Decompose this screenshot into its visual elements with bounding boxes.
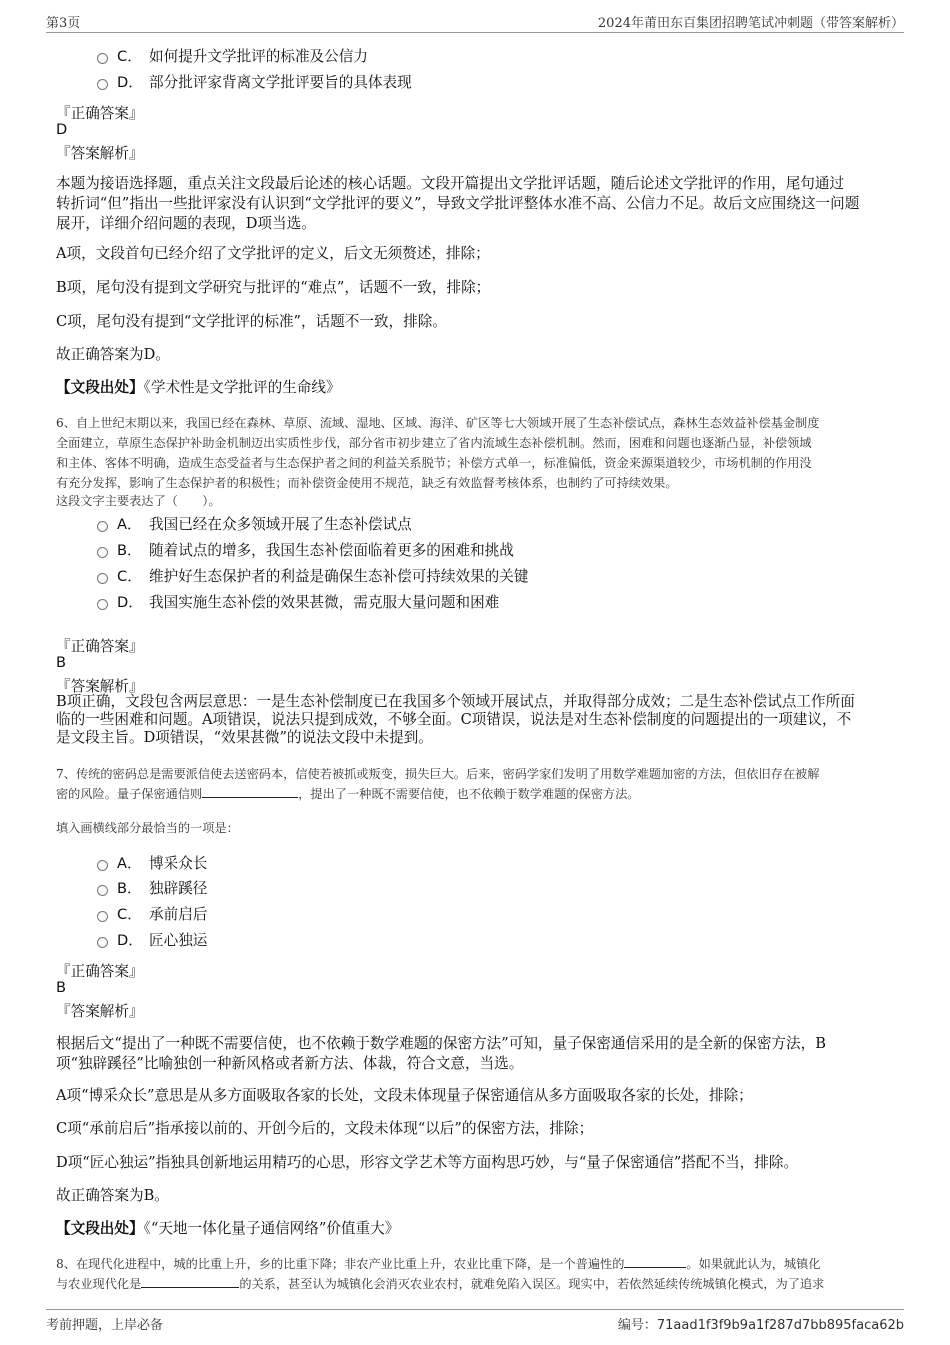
q5-option-c[interactable]: C． 如何提升文学批评的标准及公信力 (97, 47, 368, 67)
q6-analysis: B项正确，文段包含两层意思：一是生态补偿制度已在我国多个领域开展试点，并取得部分成效；二是生态补偿试点工作所面 临的一些困难和问题。A项错误，说法只提到成效，不够全面。C项错误，说法是对生态补偿制度的问题提出的一项建议，不 是文段主旨。D项错误，“效果甚微”的说法文段中未提到。 (56, 693, 855, 746)
radio-icon[interactable] (97, 937, 108, 948)
q7-prompt: 填入画横线部分最恰当的一项是： (56, 821, 239, 835)
q5-analysis: 本题为接语选择题，重点关注文段最后论述的核心话题。文段开篇提出文学批评话题，随后论述文学批评的作用，尾句通过 转折词“但”指出一些批评家没有认识到“文学批评的要义”，导致文学批评整体水准不高、公信力不足。故后文应围绕这一问题 展开，详细介绍问题的表现，D项当选。 (56, 175, 860, 232)
q5-option-c-analysis: C项，尾句没有提到“文学批评的标准”，话题不一致，排除。 (56, 313, 447, 330)
q8-fill-blank-2[interactable] (141, 1275, 239, 1288)
radio-icon[interactable] (97, 573, 108, 584)
q7-option-b[interactable]: B． 独辟蹊径 (97, 879, 207, 899)
radio-icon[interactable] (97, 860, 108, 871)
header-divider (46, 32, 904, 33)
q6-analysis-label: 『答案解析』 (56, 678, 144, 695)
q6-answer: B (56, 654, 67, 671)
q7-option-a[interactable]: A． 博采众长 (97, 854, 207, 874)
q6-answer-label: 『正确答案』 (56, 638, 144, 655)
q7-conclusion: 故正确答案为B。 (56, 1187, 169, 1204)
q5-answer-label: 『正确答案』 (56, 105, 144, 122)
document-title: 2024年莆田东百集团招聘笔试冲刺题（带答案解析） (597, 16, 904, 31)
radio-icon[interactable] (97, 521, 108, 532)
q6-option-c[interactable]: C． 维护好生态保护者的利益是确保生态补偿可持续效果的关键 (97, 567, 528, 587)
page-number: 第3页 (46, 16, 81, 31)
radio-icon[interactable] (97, 53, 108, 64)
q7-analysis: 根据后文“提出了一种既不需要信使，也不依赖于数学难题的保密方法”可知，量子保密通信采用的是全新的保密方法，B 项“独辟蹊径”比喻独创一种新风格或者新方法、体裁，符合文意，当选。 (56, 1035, 826, 1072)
q6-option-b[interactable]: B． 随着试点的增多，我国生态补偿面临着更多的困难和挑战 (97, 541, 514, 561)
q8-fill-blank-1[interactable] (624, 1255, 686, 1268)
q7-answer-label: 『正确答案』 (56, 963, 144, 980)
q6-option-a[interactable]: A． 我国已经在众多领域开展了生态补偿试点 (97, 515, 412, 535)
q5-answer: D (56, 121, 68, 138)
q5-option-d[interactable]: D． 部分批评家背离文学批评要旨的具体表现 (97, 73, 412, 93)
q7-stem: 7、传统的密码总是需要派信使去送密码本，信使若被抓或叛变，损失巨大。后来，密码学家们发明了用数学难题加密的方法，但依旧存在被解 密的风险。量子保密通信则 ，提出了一种既不需要信使，也不依赖于数学难题的保密方法。 (56, 767, 820, 801)
q7-source: 【文段出处】《“天地一体化量子通信网络”价值重大》 (56, 1220, 400, 1237)
footer-slogan: 考前押题，上岸必备 (46, 1318, 164, 1333)
q5-option-b-analysis: B项，尾句没有提到文学研究与批评的“难点”，话题不一致，排除； (56, 279, 491, 296)
q7-option-d[interactable]: D． 匠心独运 (97, 931, 207, 951)
radio-icon[interactable] (97, 885, 108, 896)
document-code: 编号：71aad1f3f9b9a1f287d7bb895faca62b (617, 1318, 904, 1333)
q6-option-d[interactable]: D． 我国实施生态补偿的效果甚微，需克服大量问题和困难 (97, 593, 499, 613)
q6-stem: 6、自上世纪末期以来，我国已经在森林、草原、流域、湿地、区域、海洋、矿区等七大领域开展了生态补偿试点，森林生态效益补偿基金制度 全面建立，草原生态保护补助金机制迈出实质性步伐，部分省市初步建立了省内流域生态补偿机制。然而，困难和问题也逐渐凸显，补偿领域 和主体、客体不明确，造成生态受益者与生态保护者之间的利益关系脱节；补偿方式单一，标准偏低，资金来源渠道较少，市场机制的作用没 有充分发挥，影响了生态保护者的积极性；而补偿资金使用不规范，缺乏有效监督考核体系，也制约了可持续效果。 这段文字主要表达了（ ）。 (56, 416, 820, 508)
radio-icon[interactable] (97, 911, 108, 922)
q7-analysis-label: 『答案解析』 (56, 1003, 144, 1020)
q5-analysis-label: 『答案解析』 (56, 145, 144, 162)
q7-option-c[interactable]: C． 承前启后 (97, 905, 207, 925)
radio-icon[interactable] (97, 79, 108, 90)
q8-stem: 8、在现代化进程中，城的比重上升，乡的比重下降；非农产业比重上升，农业比重下降，是一个普遍性的 。如果就此认为，城镇化 与农业现代化是 的关系，甚至认为城镇化会消灭农业农村，就难免陷入误区。现实中，若依然延续传统城镇化模式，为了追求 (56, 1257, 825, 1291)
q7-fill-blank[interactable] (202, 785, 298, 798)
q7-answer: B (56, 979, 67, 996)
footer-divider (46, 1309, 904, 1310)
q7-option-d-analysis: D项“匠心独运”指独具创新地运用精巧的心思，形容文学艺术等方面构思巧妙，与“量子保密通信”搭配不当，排除。 (56, 1154, 799, 1171)
q5-source: 【文段出处】《学术性是文学批评的生命线》 (56, 379, 341, 396)
q5-option-a-analysis: A项，文段首句已经介绍了文学批评的定义，后文无须赘述，排除； (56, 245, 490, 262)
radio-icon[interactable] (97, 599, 108, 610)
q7-option-a-analysis: A项“博采众长”意思是从多方面吸取各家的长处，文段未体现量子保密通信从多方面吸取各家的长处，排除； (56, 1087, 753, 1104)
q7-option-c-analysis: C项“承前启后”指承接以前的、开创今后的，文段未体现“以后”的保密方法，排除； (56, 1120, 594, 1137)
q5-conclusion: 故正确答案为D。 (56, 346, 170, 363)
radio-icon[interactable] (97, 547, 108, 558)
